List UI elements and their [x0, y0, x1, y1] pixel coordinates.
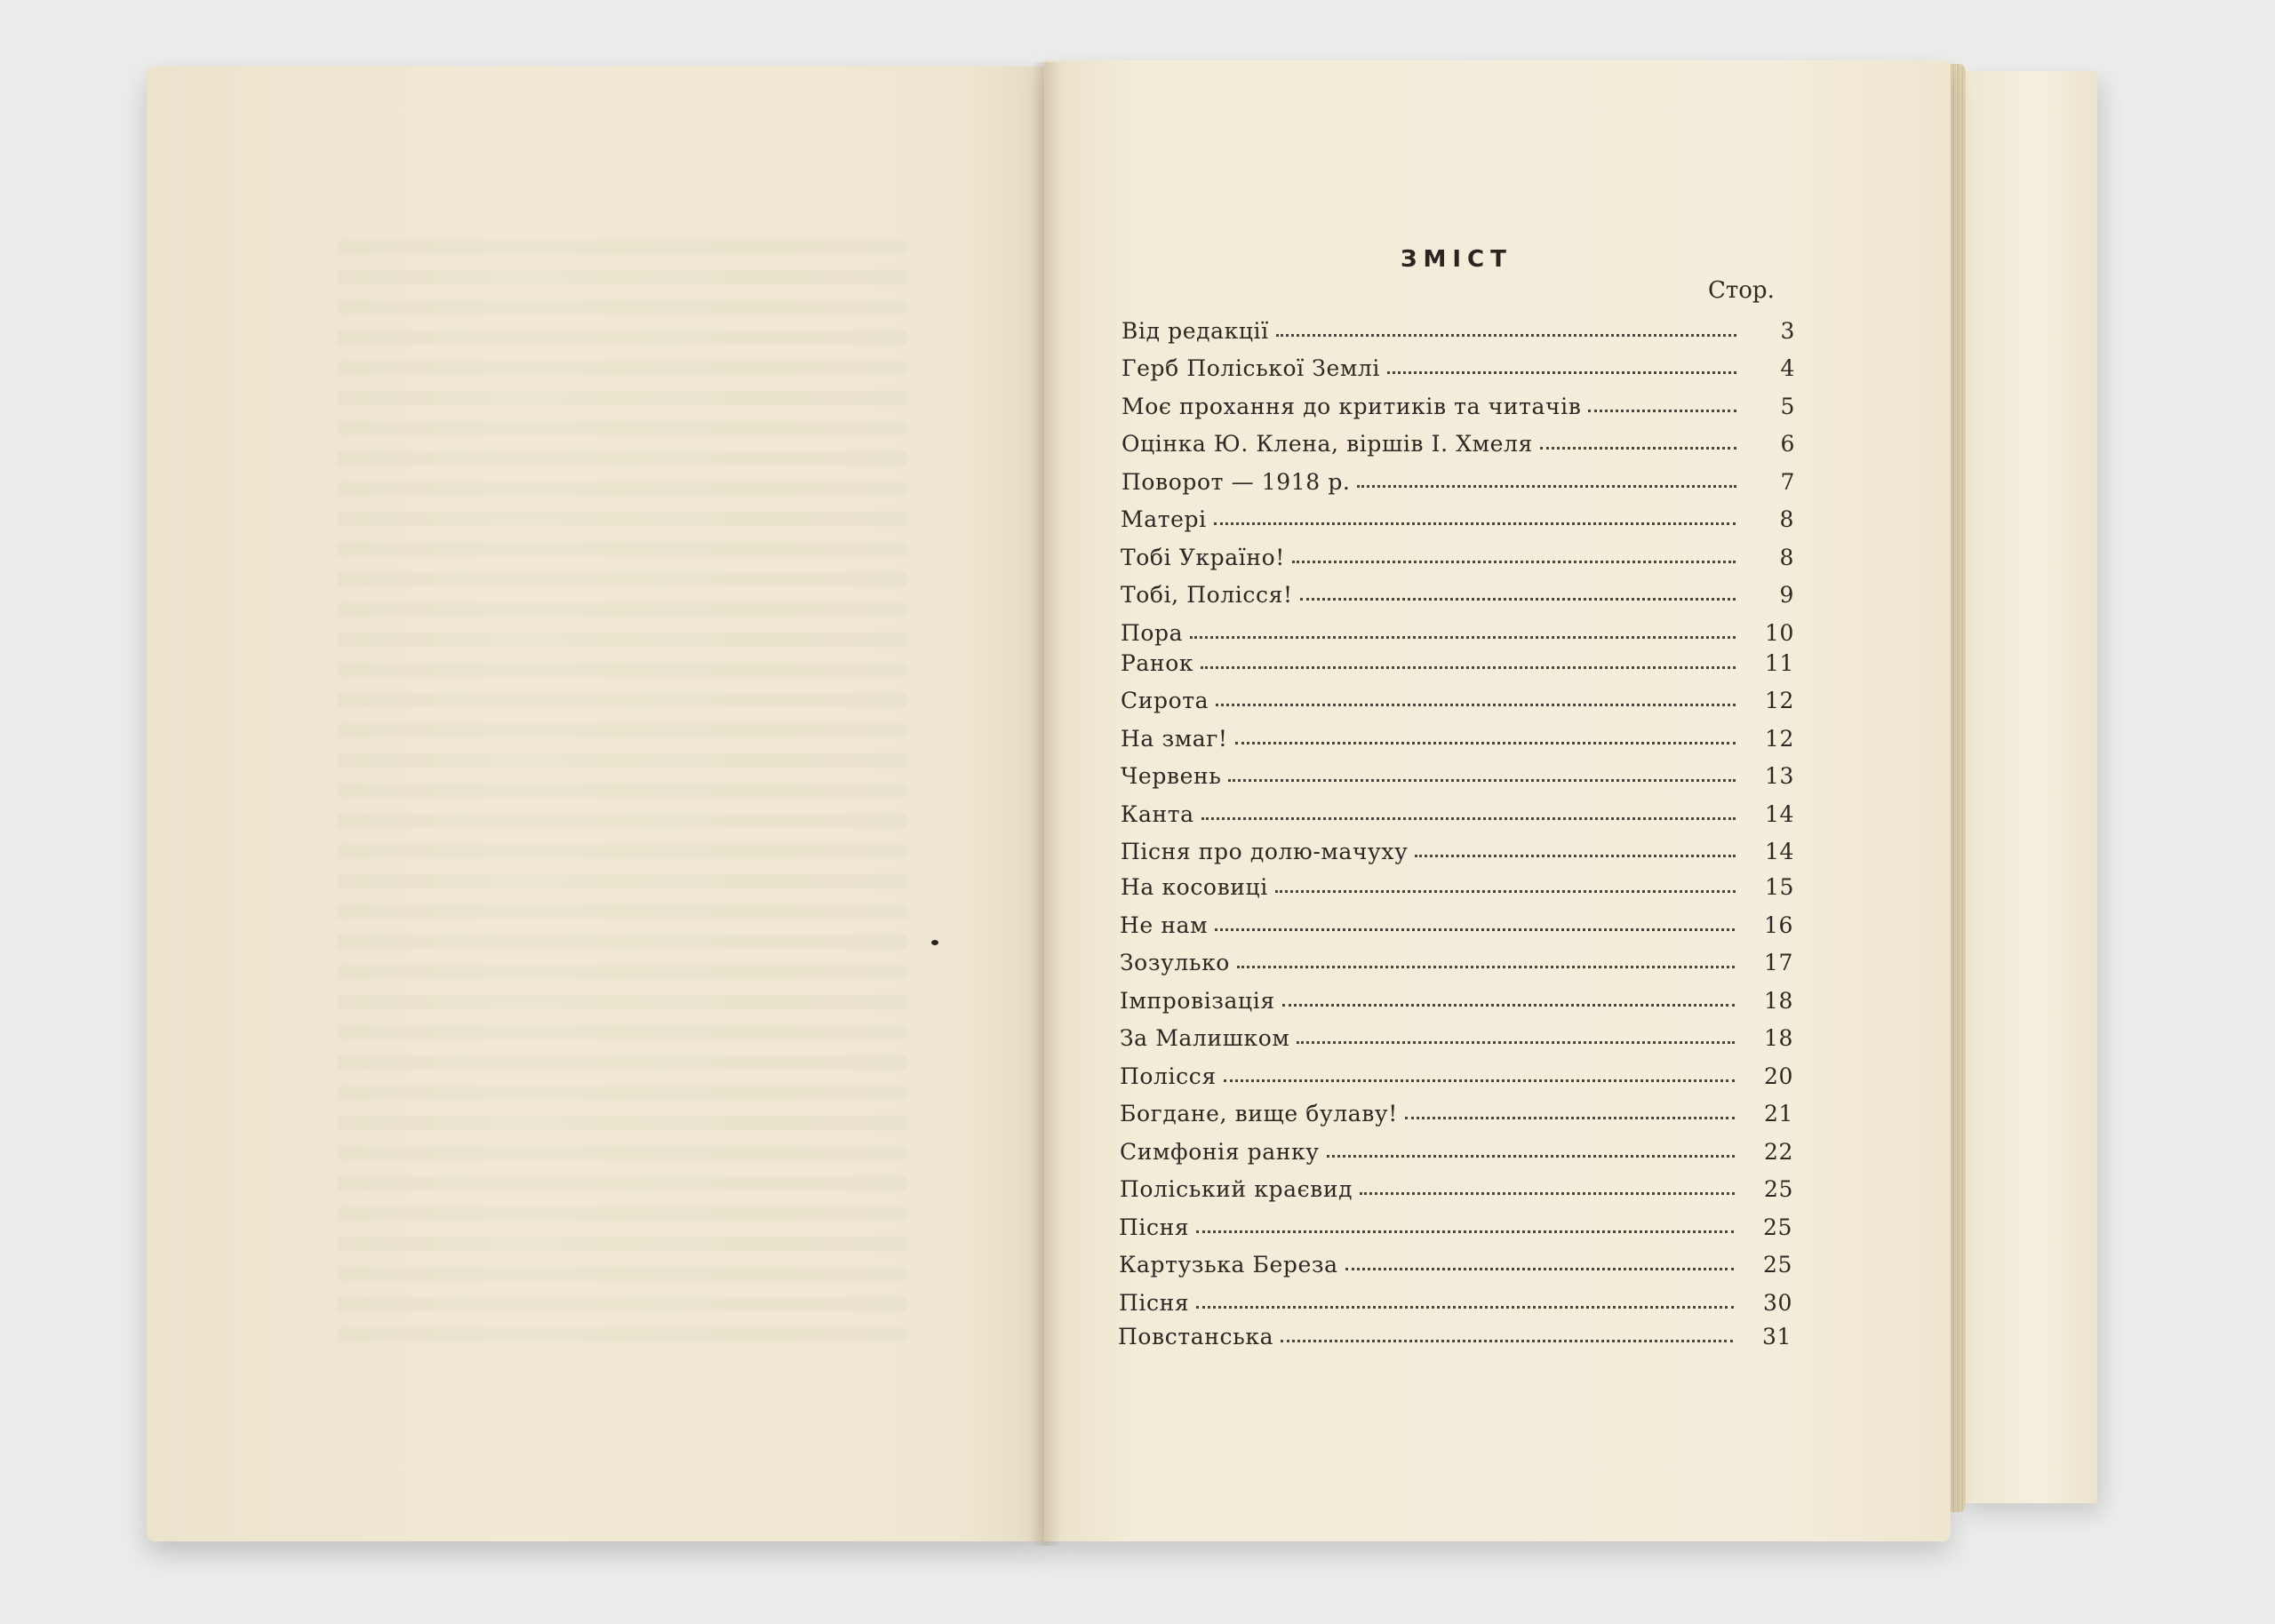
toc-entry-page: 11: [1764, 650, 1794, 676]
toc-dot-leader: [1275, 888, 1736, 893]
toc-entry-page: 12: [1764, 688, 1794, 713]
toc-entry-title: Сирота: [1121, 688, 1209, 713]
toc-entry-page: 18: [1763, 1025, 1793, 1051]
toc-heading: ЗМІСТ: [1401, 246, 1513, 273]
toc-entry-title: Поліський краєвид: [1120, 1176, 1353, 1202]
toc-entry-page: 3: [1780, 318, 1795, 344]
toc-entry-title: Від редакції: [1122, 318, 1269, 344]
toc-dot-leader: [1281, 1337, 1733, 1342]
toc-page-column-header: Стор.: [1708, 277, 1775, 304]
toc-dot-leader: [1540, 444, 1736, 450]
toc-dot-leader: [1237, 963, 1735, 968]
toc-entry-page: 10: [1764, 620, 1794, 646]
toc-entry: [1119, 1252, 1792, 1282]
toc-dot-leader: [1297, 1039, 1735, 1044]
toc-entry-title: Поворот — 1918 р.: [1122, 469, 1351, 495]
toc-entry-title: Ранок: [1121, 650, 1194, 676]
toc-entry: [1122, 469, 1795, 499]
toc-entry: [1121, 726, 1794, 756]
toc-entry-page: 4: [1780, 355, 1795, 381]
toc-entry-title: На косовиці: [1121, 874, 1268, 900]
toc-entry: [1120, 950, 1793, 980]
toc-entry: [1120, 1139, 1793, 1169]
toc-entry: [1122, 355, 1795, 386]
toc-dot-leader: [1196, 1228, 1734, 1233]
toc-entry-page: 7: [1780, 469, 1795, 495]
toc-dot-leader: [1196, 1303, 1734, 1309]
toc-entry: [1118, 1324, 1792, 1354]
toc-entry-title: Червень: [1121, 763, 1222, 789]
toc-entry: [1121, 839, 1794, 869]
toc-entry: [1121, 763, 1794, 793]
toc-dot-leader: [1276, 331, 1736, 337]
toc-entry-title: Тобі, Полісся!: [1121, 582, 1293, 608]
toc-entry-title: Тобі Україно!: [1121, 545, 1285, 570]
toc-entry-page: 18: [1763, 988, 1793, 1014]
toc-dot-leader: [1292, 558, 1736, 563]
toc-entry-title: Пісня про долю-мачуху: [1121, 839, 1409, 864]
toc-dot-leader: [1357, 482, 1736, 488]
toc-entry-title: Повстанська: [1118, 1324, 1274, 1349]
toc-entry: [1119, 1214, 1792, 1245]
toc-entry-title: За Малишком: [1120, 1025, 1290, 1051]
toc-dot-leader: [1300, 595, 1736, 601]
toc-entry-page: 25: [1763, 1176, 1793, 1202]
toc-dot-leader: [1215, 926, 1735, 931]
toc-entry-title: Симфонія ранку: [1120, 1139, 1320, 1165]
toc-dot-leader: [1415, 852, 1736, 857]
toc-entry: [1121, 506, 1794, 537]
toc-dot-leader: [1190, 633, 1736, 639]
toc-entry: [1121, 545, 1794, 575]
toc-dot-leader: [1282, 1001, 1735, 1007]
toc-entry-title: Моє прохання до критиків та читачів: [1122, 394, 1582, 419]
toc-entry-title: Богдане, вище булаву!: [1120, 1101, 1398, 1126]
toc-dot-leader: [1228, 776, 1736, 782]
toc-entry-page: 31: [1761, 1324, 1792, 1349]
toc-entry-page: 30: [1762, 1290, 1792, 1316]
toc-entry-page: 17: [1763, 950, 1793, 975]
toc-dot-leader: [1216, 701, 1736, 706]
toc-entry-page: 8: [1779, 506, 1794, 532]
toc-dot-leader: [1224, 1077, 1735, 1082]
toc-entry-title: Пісня: [1119, 1290, 1190, 1316]
toc-entry-page: 16: [1763, 912, 1793, 938]
toc-entry-page: 25: [1762, 1214, 1792, 1240]
toc-entry-page: 8: [1779, 545, 1794, 570]
toc-dot-leader: [1345, 1265, 1734, 1270]
toc-dot-leader: [1235, 739, 1736, 744]
toc-entry-title: Картузька Береза: [1119, 1252, 1338, 1278]
toc-entry: [1122, 394, 1795, 424]
toc-entry-page: 12: [1764, 726, 1794, 752]
toc-entry: [1122, 431, 1795, 461]
toc-entry-page: 15: [1764, 874, 1794, 900]
toc-entry: [1122, 318, 1795, 348]
toc-dot-leader: [1387, 369, 1736, 374]
toc-entry: [1121, 582, 1794, 612]
toc-entry-title: Оцінка Ю. Клена, віршів І. Хмеля: [1122, 431, 1533, 457]
toc-dot-leader: [1360, 1190, 1735, 1195]
toc-entry: [1120, 1101, 1793, 1131]
toc-entry-page: 14: [1764, 801, 1794, 827]
toc-entry: [1121, 874, 1794, 904]
toc-entry: [1120, 988, 1793, 1018]
toc-entry: [1120, 1063, 1793, 1094]
toc-dot-leader: [1405, 1114, 1735, 1119]
toc-entry-title: Пора: [1121, 620, 1184, 646]
toc-entry-page: 20: [1763, 1063, 1793, 1089]
toc-dot-leader: [1588, 407, 1736, 412]
toc-dot-leader: [1201, 664, 1736, 669]
toc-entry-page: 9: [1779, 582, 1794, 608]
toc-entry: [1121, 801, 1794, 832]
toc-entry: [1120, 1025, 1793, 1055]
toc-dot-leader: [1214, 520, 1736, 525]
toc-entry: [1119, 1290, 1792, 1320]
toc-entry-title: Канта: [1121, 801, 1194, 827]
toc-entry-page: 21: [1763, 1101, 1793, 1126]
toc-entry: [1120, 912, 1793, 943]
toc-dot-leader: [1327, 1152, 1735, 1158]
toc-entry-title: Пісня: [1119, 1214, 1190, 1240]
toc-entry-page: 6: [1780, 431, 1795, 457]
toc-entry-title: Герб Поліської Землі: [1122, 355, 1381, 381]
toc-entry: [1121, 650, 1794, 681]
toc-entry-title: На змаг!: [1121, 726, 1228, 752]
toc-entry-title: Матері: [1121, 506, 1207, 532]
toc-dot-leader: [1201, 815, 1736, 820]
toc-entry: [1121, 620, 1794, 650]
toc-entry: [1120, 1176, 1793, 1206]
toc-entry-page: 25: [1762, 1252, 1792, 1278]
toc-entry-page: 5: [1780, 394, 1795, 419]
toc-entry-title: Імпровізація: [1120, 988, 1275, 1014]
toc-entry: [1121, 688, 1794, 718]
toc-entry-title: Зозулько: [1120, 950, 1230, 975]
toc-entry-page: 14: [1764, 839, 1794, 864]
toc-entry-page: 22: [1763, 1139, 1793, 1165]
toc-entry-title: Полісся: [1120, 1063, 1217, 1089]
toc-entry-title: Не нам: [1120, 912, 1209, 938]
toc-entry-page: 13: [1764, 763, 1794, 789]
